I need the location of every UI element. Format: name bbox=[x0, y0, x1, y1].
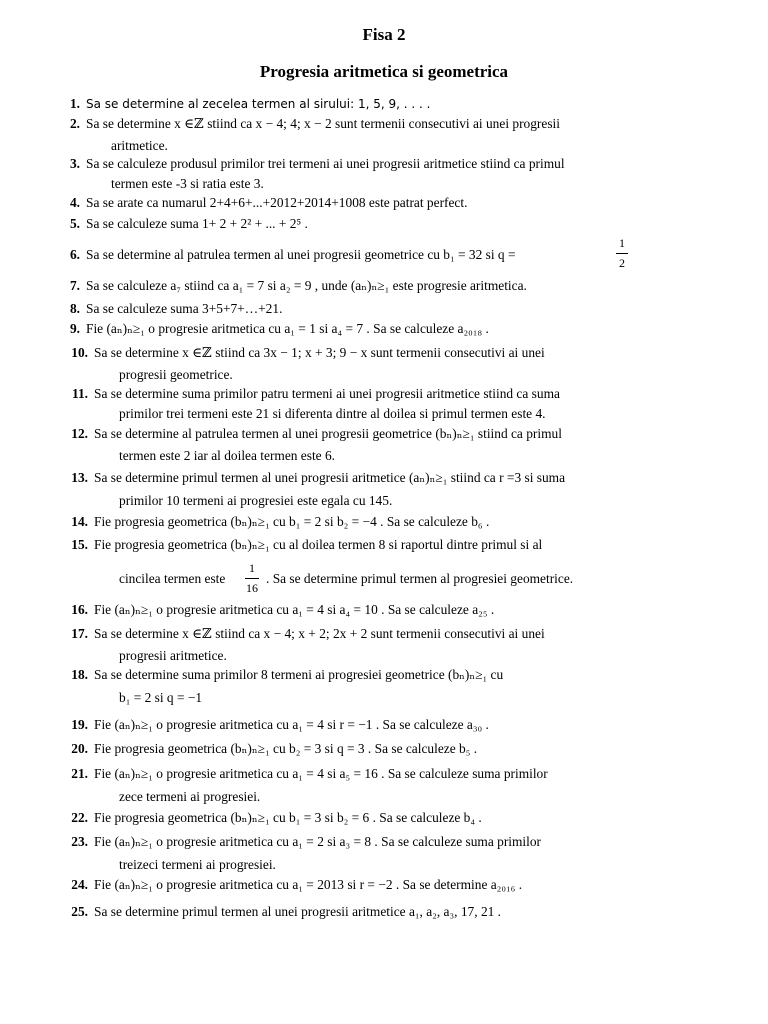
exercise-number: 16. bbox=[71, 602, 88, 617]
fraction-denominator: 16 bbox=[246, 581, 258, 595]
exercise-number: 10. bbox=[71, 345, 88, 360]
exercise-9 bbox=[69, 321, 686, 336]
exercise-text: Sa se calculeze suma 3+5+7+…+21. bbox=[86, 301, 283, 316]
exercise-text: Sa se determine primul termen al unei progresii aritmetice (aₙ)ₙ≥₁ stiind ca r =3 si suma bbox=[94, 470, 566, 485]
fraction-numerator: 1 bbox=[249, 561, 255, 575]
exercise-text: Sa se calculeze produsul primilor trei termeni ai unei progresii aritmetice stiind ca primul bbox=[86, 156, 565, 171]
exercise-text: Fie progresia geometrica (bₙ)ₙ≥₁ cu al doilea termen 8 si raportul dintre primul si al bbox=[94, 537, 543, 552]
exercise-number: 4. bbox=[69, 195, 80, 210]
exercise-7 bbox=[69, 278, 686, 293]
exercise-text-cont: cincilea termen este bbox=[119, 571, 226, 586]
exercise-text: Sa se determine x ∈ℤ stiind ca x − 4; x + 2; 2x + 2 sunt termenii consecutivi ai unei bbox=[94, 626, 545, 641]
exercise-text: Fie (aₙ)ₙ≥₁ o progresie aritmetica cu a₁ = 2013 si r = −2 . Sa se determine a₂₀₁₆ . bbox=[94, 877, 523, 892]
exercise-text: Fie (aₙ)ₙ≥₁ o progresie aritmetica cu a₁ = 4 si r = −1 . Sa se calculeze a₃₀ . bbox=[94, 717, 489, 732]
exercise-number: 3. bbox=[69, 156, 80, 171]
exercise-14 bbox=[71, 514, 694, 529]
exercise-text: Fie progresia geometrica (bₙ)ₙ≥₁ cu b₂ = 3 si q = 3 . Sa se calculeze b₅ . bbox=[94, 741, 478, 756]
fraction-numerator: 1 bbox=[619, 236, 625, 250]
exercise-text: Sa se determine primul termen al unei progresii aritmetice a₁, a₂, a₃, 17, 21 . bbox=[94, 904, 502, 919]
exercise-text: Sa se arate ca numarul 2+4+6+...+2012+2014+1008 este patrat perfect. bbox=[86, 195, 468, 210]
exercise-6 bbox=[69, 236, 686, 270]
exercise-number: 11. bbox=[72, 386, 88, 401]
exercise-text-cont: primilor trei termeni este 21 si diferenta dintre al doilea si primul termen este 4. bbox=[119, 406, 546, 421]
exercise-text: Fie (aₙ)ₙ≥₁ o progresie aritmetica cu a₁ = 4 si a₅ = 16 . Sa se calculeze suma primilor bbox=[94, 766, 548, 781]
exercise-23 bbox=[71, 834, 694, 872]
exercise-text-cont: aritmetice. bbox=[111, 138, 168, 153]
exercise-24 bbox=[71, 877, 694, 892]
exercise-text: Sa se calculeze suma 1+ 2 + 2² + ... + 2⁵ . bbox=[86, 216, 308, 231]
exercise-15 bbox=[71, 537, 694, 595]
exercise-text: Sa se determine al zecelea termen al sirului: 1, 5, 9, . . . . bbox=[86, 97, 431, 111]
exercise-number: 12. bbox=[71, 426, 88, 441]
exercise-text: Fie (aₙ)ₙ≥₁ o progresie aritmetica cu a₁ = 1 si a₄ = 7 . Sa se calculeze a₂₀₁₈ . bbox=[86, 321, 489, 336]
exercise-21 bbox=[71, 766, 694, 804]
exercise-number: 5. bbox=[69, 216, 80, 231]
exercise-text-cont: b₁ = 2 si q = −1 bbox=[119, 690, 203, 705]
exercise-text-cont: primilor 10 termeni ai progresiei este egala cu 145. bbox=[119, 493, 393, 508]
exercise-text-cont: treizeci termeni ai progresiei. bbox=[119, 857, 276, 872]
exercise-number: 25. bbox=[71, 904, 88, 919]
exercise-number: 21. bbox=[71, 766, 88, 781]
exercise-text: Fie progresia geometrica (bₙ)ₙ≥₁ cu b₁ = 2 si b₂ = −4 . Sa se calculeze b₆ . bbox=[94, 514, 490, 529]
exercise-number: 18. bbox=[71, 667, 88, 682]
exercise-text-cont: progresii geometrice. bbox=[119, 367, 233, 382]
exercise-13 bbox=[71, 470, 694, 508]
exercise-17 bbox=[71, 626, 694, 663]
exercise-1 bbox=[69, 96, 686, 111]
exercise-text: Fie (aₙ)ₙ≥₁ o progresie aritmetica cu a₁ = 2 si a₃ = 8 . Sa se calculeze suma primilor bbox=[94, 834, 542, 849]
exercise-number: 13. bbox=[71, 470, 88, 485]
exercise-text: Fie progresia geometrica (bₙ)ₙ≥₁ cu b₁ = 3 si b₂ = 6 . Sa se calculeze b₄ . bbox=[94, 810, 482, 825]
exercise-number: 1. bbox=[69, 96, 80, 111]
exercise-number: 22. bbox=[71, 810, 88, 825]
exercise-number: 23. bbox=[71, 834, 88, 849]
exercise-18 bbox=[71, 667, 694, 705]
exercise-number: 8. bbox=[69, 301, 80, 316]
exercise-10 bbox=[71, 345, 694, 382]
page-subtitle: Progresia aritmetica si geometrica bbox=[259, 62, 509, 81]
exercise-number: 24. bbox=[71, 877, 88, 892]
exercise-text: Sa se determine suma primilor 8 termeni ai progresiei geometrice (bₙ)ₙ≥₁ cu bbox=[94, 667, 504, 682]
exercise-number: 20. bbox=[71, 741, 88, 756]
exercise-16 bbox=[71, 602, 694, 617]
fraction-denominator: 2 bbox=[619, 256, 625, 270]
exercise-11 bbox=[72, 386, 694, 421]
exercise-2 bbox=[69, 116, 686, 153]
fraction-bar bbox=[616, 253, 628, 254]
exercise-text: Sa se determine al patrulea termen al unei progresii geometrice cu b₁ = 32 si q = bbox=[86, 247, 516, 262]
exercise-text-cont: zece termeni ai progresiei. bbox=[119, 789, 261, 804]
exercise-text: Sa se calculeze a₇ stiind ca a₁ = 7 si a₂ = 9 , unde (aₙ)ₙ≥₁ este progresie aritmetica. bbox=[86, 278, 527, 293]
exercise-text: Sa se determine x ∈ℤ stiind ca x − 4; 4; x − 2 sunt termenii consecutivi ai unei progresii bbox=[86, 116, 560, 131]
exercise-19 bbox=[71, 717, 694, 732]
exercise-number: 7. bbox=[69, 278, 80, 293]
exercise-25 bbox=[71, 904, 694, 919]
exercise-number: 15. bbox=[71, 537, 88, 552]
page-title: Fisa 2 bbox=[362, 25, 406, 44]
exercise-text-cont: progresii aritmetice. bbox=[119, 648, 227, 663]
exercise-12 bbox=[71, 426, 694, 463]
exercise-text-cont2: . Sa se determine primul termen al progresiei geometrice. bbox=[266, 571, 574, 586]
exercise-text: Fie (aₙ)ₙ≥₁ o progresie aritmetica cu a₁ = 4 si a₄ = 10 . Sa se calculeze a₂₅ . bbox=[94, 602, 495, 617]
exercise-number: 14. bbox=[71, 514, 88, 529]
exercise-4 bbox=[69, 195, 686, 210]
exercise-number: 6. bbox=[69, 247, 80, 262]
exercise-text: Sa se determine x ∈ℤ stiind ca 3x − 1; x + 3; 9 − x sunt termenii consecutivi ai unei bbox=[94, 345, 545, 360]
exercise-22 bbox=[71, 810, 694, 825]
exercise-number: 9. bbox=[69, 321, 80, 336]
exercise-number: 2. bbox=[69, 116, 80, 131]
exercise-8 bbox=[69, 301, 686, 316]
exercise-20 bbox=[71, 741, 694, 756]
exercise-number: 19. bbox=[71, 717, 88, 732]
exercise-text-cont: termen este -3 si ratia este 3. bbox=[111, 176, 264, 191]
exercise-text: Sa se determine suma primilor patru termeni ai unei progresii aritmetice stiind ca suma bbox=[94, 386, 560, 401]
exercise-3 bbox=[69, 156, 686, 191]
exercise-5 bbox=[69, 216, 686, 231]
exercise-text: Sa se determine al patrulea termen al unei progresii geometrice (bₙ)ₙ≥₁ stiind ca primul bbox=[94, 426, 562, 441]
exercise-number: 17. bbox=[71, 626, 88, 641]
exercise-text-cont: termen este 2 iar al doilea termen este 6. bbox=[119, 448, 336, 463]
fraction-bar bbox=[245, 578, 259, 579]
